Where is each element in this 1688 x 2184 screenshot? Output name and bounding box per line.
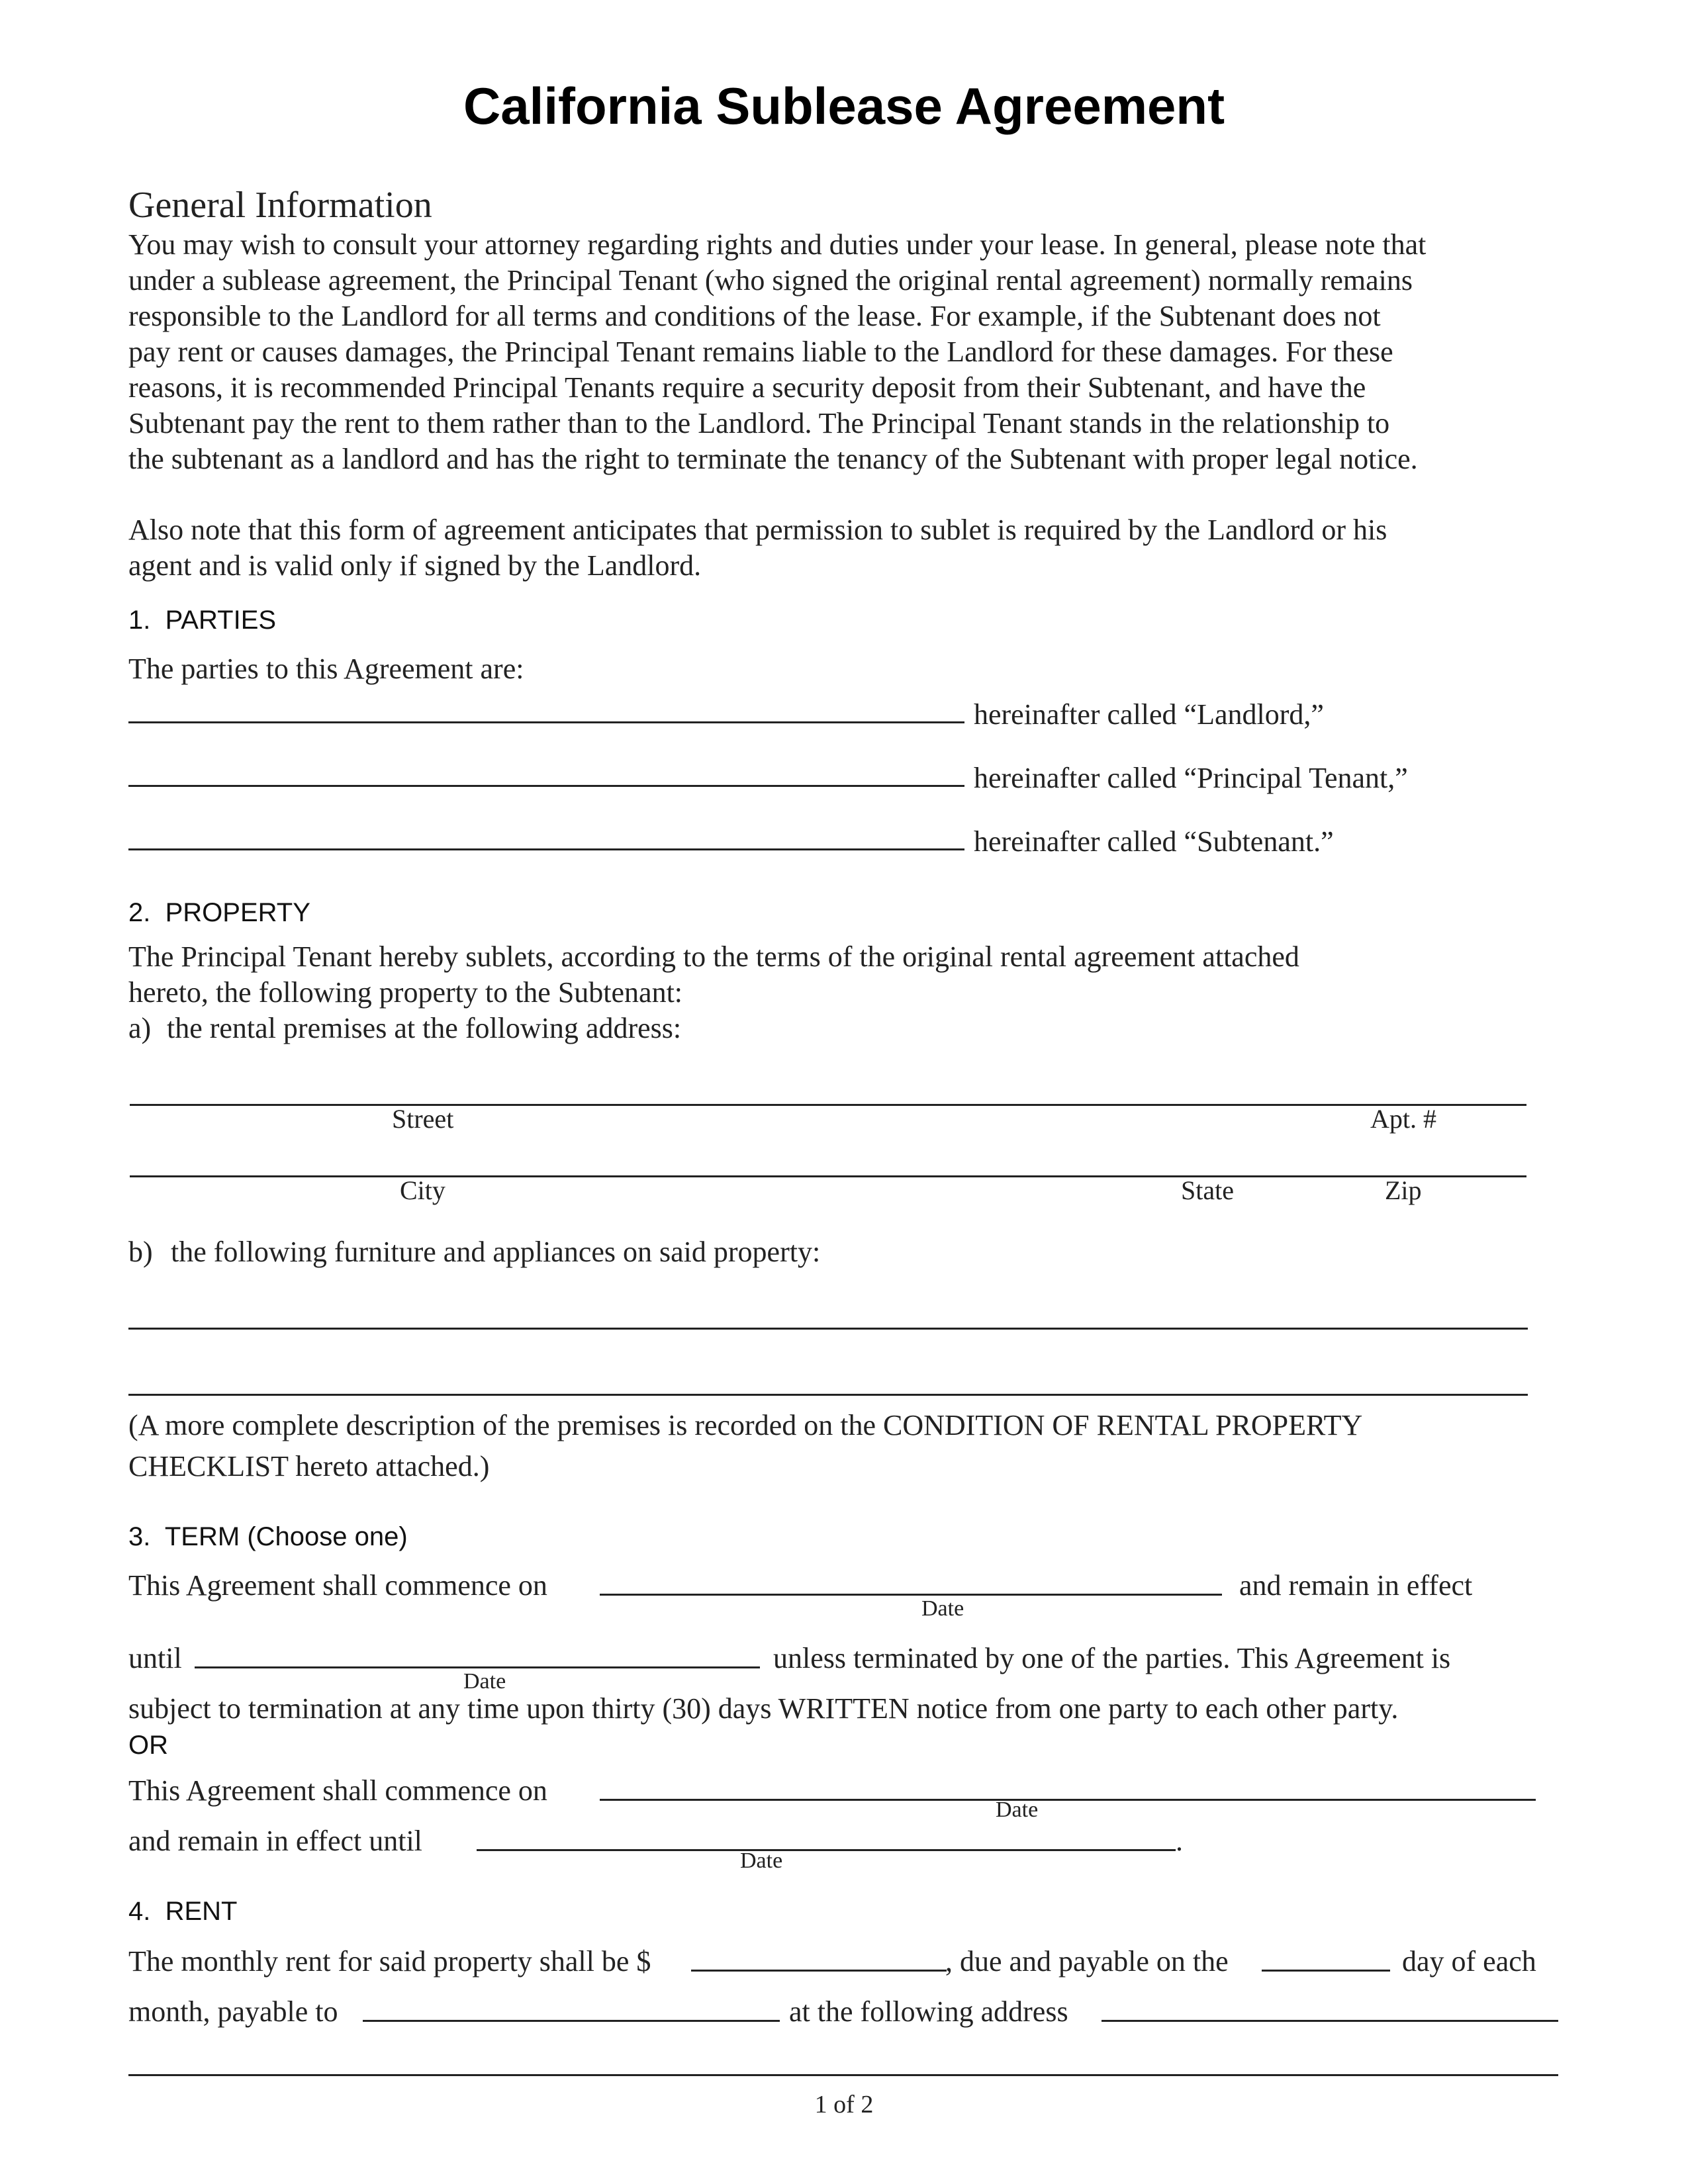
premises-note-line: (A more complete description of the premises is recorded on the CONDITION OF RENTAL PROPERTY xyxy=(128,1409,1363,1441)
term-remain-until-text: and remain in effect until xyxy=(128,1825,422,1857)
section-rent-heading xyxy=(128,1897,237,1927)
section-number: 3. xyxy=(128,1522,151,1551)
term-end-date-field-2[interactable] xyxy=(477,1849,1176,1851)
section-title: TERM xyxy=(164,1522,240,1551)
text-line: pay rent or causes damages, the Principal Tenant remains liable to the Landlord for these damages. For these xyxy=(128,336,1393,368)
text-line: Also note that this form of agreement anticipates that permission to sublet is required by the Landlord or his xyxy=(128,514,1387,546)
city-label: City xyxy=(400,1175,445,1205)
section-title: PARTIES xyxy=(165,606,277,635)
text-line: reasons, it is recommended Principal Tenants require a security deposit from their Subtenant, and have the xyxy=(128,371,1366,404)
item-a-marker: a) xyxy=(128,1012,152,1044)
section-number: 2. xyxy=(128,898,151,927)
text-line: Subtenant pay the rent to them rather than to the Landlord. The Principal Tenant stands in the relationship to xyxy=(128,407,1390,439)
rent-address-field-line-2[interactable] xyxy=(128,2074,1558,2076)
rent-payable-to-field[interactable] xyxy=(363,2020,780,2022)
term-start-date-field-2[interactable] xyxy=(600,1799,1536,1801)
term-or: OR xyxy=(128,1731,168,1760)
section-subtitle: (Choose one) xyxy=(247,1522,408,1551)
section-number: 4. xyxy=(128,1897,151,1926)
section-term-heading xyxy=(128,1522,408,1552)
zip-label: Zip xyxy=(1385,1175,1422,1205)
date-label: Date xyxy=(740,1848,783,1873)
general-information-heading: General Information xyxy=(128,185,432,226)
rent-address-text: at the following address xyxy=(789,1995,1068,2028)
text-line: You may wish to consult your attorney regarding rights and duties under your lease. In general, please note that xyxy=(128,228,1427,261)
term-start-date-field[interactable] xyxy=(600,1594,1222,1596)
text-line: under a sublease agreement, the Principal Tenant (who signed the original rental agreement) normally remains xyxy=(128,264,1413,296)
landlord-label: hereinafter called “Landlord,” xyxy=(974,698,1324,731)
term-commence-text: This Agreement shall commence on xyxy=(128,1569,547,1602)
rent-day-of-each-text: day of each xyxy=(1402,1945,1536,1978)
section-parties-heading xyxy=(128,606,276,635)
furniture-field-line-1[interactable] xyxy=(128,1328,1528,1330)
term-period: . xyxy=(1176,1825,1183,1857)
principal-tenant-label: hereinafter called “Principal Tenant,” xyxy=(974,762,1408,794)
city-state-zip-field[interactable] xyxy=(130,1175,1526,1177)
section-number: 1. xyxy=(128,606,151,635)
term-unless-text: unless terminated by one of the parties. This Agreement is xyxy=(773,1642,1451,1674)
page-number: 1 of 2 xyxy=(814,2091,874,2118)
street-address-field[interactable] xyxy=(130,1104,1526,1106)
state-label: State xyxy=(1181,1175,1234,1205)
term-until-text: until xyxy=(128,1642,182,1674)
rent-monthly-text: The monthly rent for said property shall be $ xyxy=(128,1945,651,1978)
property-intro-line: hereto, the following property to the Subtenant: xyxy=(128,976,683,1009)
text-line: the subtenant as a landlord and has the right to terminate the tenancy of the Subtenant with proper legal notice. xyxy=(128,443,1418,475)
section-title: RENT xyxy=(165,1897,238,1926)
landlord-name-field[interactable] xyxy=(128,721,964,723)
term-remain-text: and remain in effect xyxy=(1239,1569,1473,1602)
premises-note-line: CHECKLIST hereto attached.) xyxy=(128,1450,490,1482)
term-subject-text: subject to termination at any time upon thirty (30) days WRITTEN notice from one party to each other party. xyxy=(128,1692,1399,1725)
date-label: Date xyxy=(921,1596,964,1621)
property-intro-line: The Principal Tenant hereby sublets, according to the terms of the original rental agreement attached xyxy=(128,940,1299,973)
item-b-marker: b) xyxy=(128,1236,153,1268)
term-end-date-field[interactable] xyxy=(195,1666,760,1668)
text-line: responsible to the Landlord for all terms and conditions of the lease. For example, if the Subtenant does not xyxy=(128,300,1381,332)
rent-due-day-field[interactable] xyxy=(1262,1970,1390,1972)
item-b-text: the following furniture and appliances on said property: xyxy=(171,1236,821,1268)
document-title: California Sublease Agreement xyxy=(463,77,1225,135)
subtenant-name-field[interactable] xyxy=(128,848,964,850)
rent-month-text: month, payable to xyxy=(128,1995,338,2028)
section-title: PROPERTY xyxy=(165,898,310,927)
subtenant-label: hereinafter called “Subtenant.” xyxy=(974,825,1334,858)
rent-address-field[interactable] xyxy=(1102,2020,1558,2022)
item-a-text: the rental premises at the following address: xyxy=(167,1012,682,1044)
rent-amount-field[interactable] xyxy=(691,1970,947,1972)
furniture-field-line-2[interactable] xyxy=(128,1394,1528,1396)
term-commence-text-2: This Agreement shall commence on xyxy=(128,1774,547,1807)
date-label: Date xyxy=(996,1797,1039,1822)
date-label: Date xyxy=(463,1669,506,1694)
section-property-heading xyxy=(128,898,310,928)
principal-tenant-name-field[interactable] xyxy=(128,785,964,787)
parties-intro: The parties to this Agreement are: xyxy=(128,653,524,685)
street-label: Street xyxy=(392,1104,454,1134)
apt-label: Apt. # xyxy=(1370,1104,1436,1134)
text-line: agent and is valid only if signed by the Landlord. xyxy=(128,549,702,582)
rent-due-text: , due and payable on the xyxy=(945,1945,1229,1978)
